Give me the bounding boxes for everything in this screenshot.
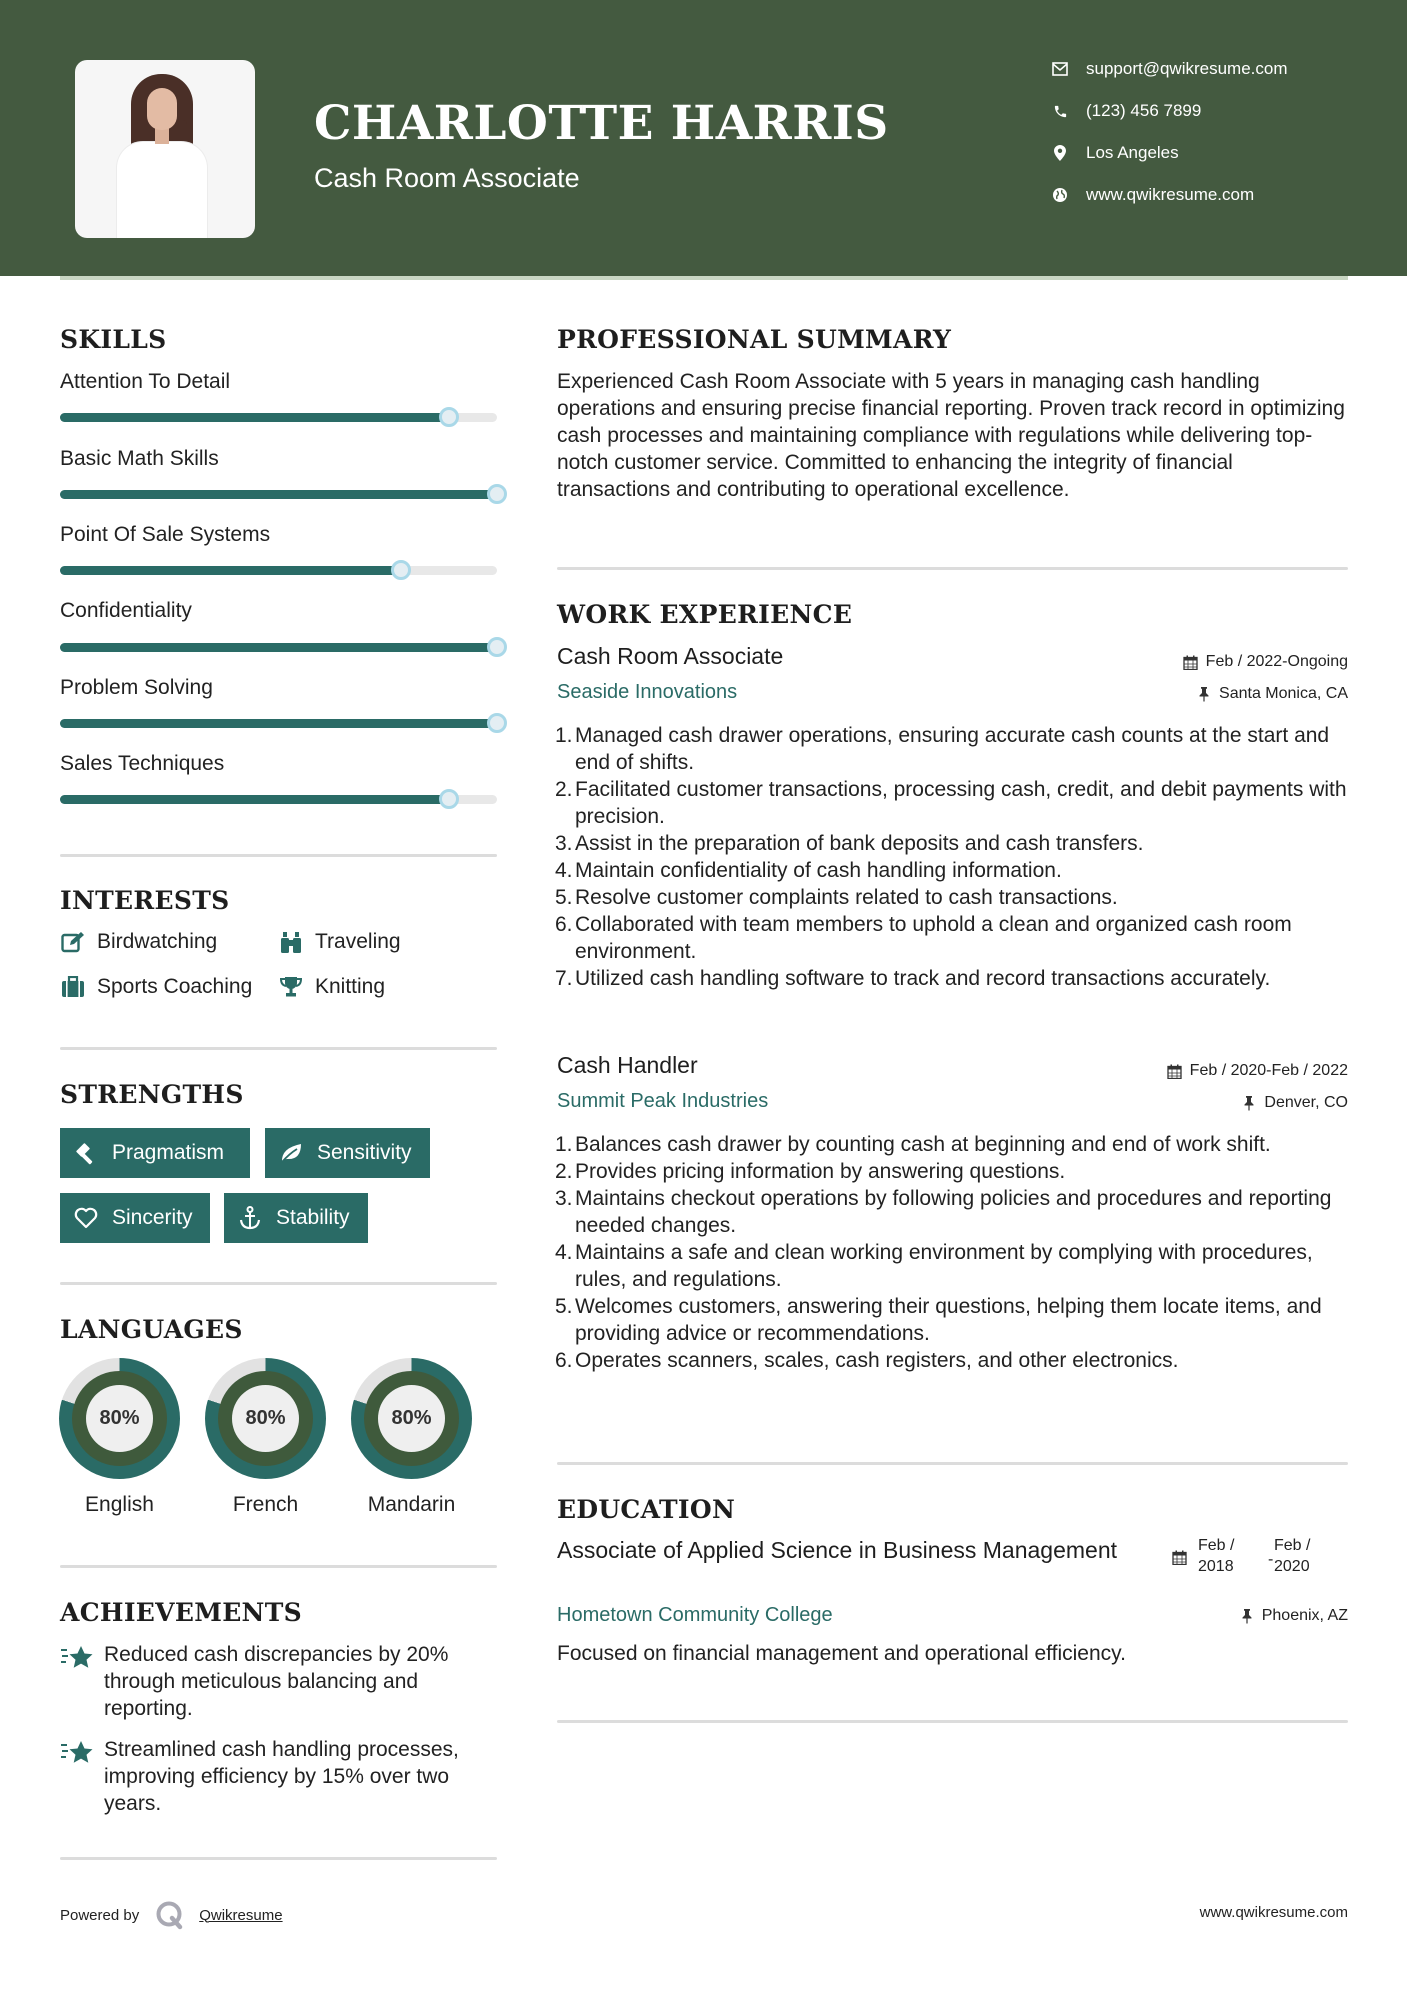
language-label: French [232,1493,299,1516]
star-icon [60,1641,104,1722]
calendar-icon [1183,654,1199,670]
strength-chip [224,1193,368,1243]
header-divider [60,276,1348,280]
duty-item: 3. Maintains checkout operations by following policies and procedures and reporting needed changes. [555,1187,1332,1237]
language-donut [59,1358,180,1479]
job-duties-list [557,1131,1348,1374]
experience-heading: WORK EXPERIENCE [557,600,853,629]
language-label: Mandarin [367,1493,456,1516]
achievement-item [60,1736,500,1817]
qwikresume-logo-icon [155,1900,185,1930]
interest-label: Knitting [315,975,386,998]
duty-item: 4. Maintains a safe and clean working environment by complying with procedures, rules, and regulations. [555,1241,1313,1291]
language-label: English [85,1493,154,1516]
section-divider [60,854,497,857]
qwikresume-link[interactable]: Qwikresume [199,1906,283,1924]
strength-chip [265,1128,430,1178]
skill-bar [60,413,497,422]
footer-site[interactable]: www.qwikresume.com [1199,1904,1348,1921]
company-name: Summit Peak Industries [557,1090,769,1112]
pushpin-icon [1239,1608,1255,1624]
language-percent: 80% [378,1385,445,1452]
achievement-text: Streamlined cash handling processes, improving efficiency by 15% over two years. [104,1738,459,1815]
summary-heading: PROFESSIONAL SUMMARY [557,325,952,354]
job-dates-text: Feb / 2020-Feb / 2022 [1189,1062,1348,1079]
interest-item [60,930,217,954]
job-title: Cash Room Associate [557,643,784,669]
star-icon [60,1736,104,1817]
duty-item: 5. Resolve customer complaints related to cash transactions. [555,886,1118,909]
strengths-heading: STRENGTHS [60,1080,244,1109]
skill-bar [60,643,497,652]
interest-label: Birdwatching [97,930,218,953]
anchor-icon [238,1206,262,1230]
trophy-icon [278,975,304,999]
skill-knob [487,713,507,733]
phone-icon [1050,101,1070,121]
degree-title: Associate of Applied Science in Business Management [557,1537,1117,1563]
school-name: Hometown Community College [557,1604,833,1626]
map-marker-icon [1050,143,1070,163]
edit-icon [60,930,86,954]
education-description: Focused on financial management and operational efficiency. [557,1642,1126,1665]
skill-knob [487,637,507,657]
skill-bar [60,490,497,499]
job-location-text: Santa Monica, CA [1219,685,1348,702]
section-divider [557,567,1348,570]
candidate-title: Cash Room Associate [314,163,580,193]
strength-label: Sincerity [112,1206,193,1229]
skill-knob [391,560,411,580]
skills-heading: SKILLS [60,325,167,354]
contact-phone-text: (123) 456 7899 [1086,101,1202,120]
job-location [1241,1094,1348,1112]
job-dates [1167,1062,1348,1080]
interest-item [278,930,401,954]
duty-item: 3. Assist in the preparation of bank deposits and cash transfers. [555,832,1144,855]
skill-bar [60,566,497,575]
interest-label: Traveling [315,930,401,953]
job-dates-text: Feb / 2022-Ongoing [1205,653,1348,670]
strength-chip [60,1193,210,1243]
pushpin-icon [1196,686,1212,702]
section-divider [557,1462,1348,1465]
section-divider [60,1047,497,1050]
summary-text: Experienced Cash Room Associate with 5 years in managing cash handling operations and ensuring precise financial reporting. Proven track record in optimizing cash processes and maintaining compliance with regulations while delivering top-notch customer service. Committed to enhancing the integrity of financial transactions and contributing to operational excellence. [557,370,1345,501]
job-title: Cash Handler [557,1052,698,1078]
skill-label: Basic Math Skills [60,447,219,470]
education-dates: Feb / 2018 - Feb / 2020 [1172,1537,1352,1581]
education-location [1239,1607,1348,1625]
skill-knob [487,484,507,504]
language-percent: 80% [86,1385,153,1452]
skill-bar [60,795,497,804]
powered-by-text: Powered by [60,1906,140,1924]
duty-item: 5. Welcomes customers, answering their questions, helping them locate items, and providing advice or recommendations. [555,1295,1322,1345]
interest-label: Sports Coaching [97,975,253,998]
duty-item: 1. Balances cash drawer by counting cash at beginning and end of work shift. [555,1133,1271,1156]
skill-label: Problem Solving [60,676,213,699]
skill-label: Confidentiality [60,599,192,622]
language-donut [205,1358,326,1479]
contact-location-text: Los Angeles [1086,143,1179,162]
contact-website[interactable] [1050,182,1254,208]
language-donut [351,1358,472,1479]
heart-icon [74,1206,98,1230]
interest-item [60,975,252,999]
education-heading: EDUCATION [557,1495,736,1524]
achievement-text: Reduced cash discrepancies by 20% through meticulous balancing and reporting. [104,1643,449,1720]
suitcase-icon [60,975,86,999]
duty-item: 2. Facilitated customer transactions, processing cash, credit, and debit payments with precision. [555,778,1347,828]
globe-icon [1050,185,1070,205]
footer-powered-by [60,1900,283,1930]
envelope-icon [1050,59,1070,79]
language-percent: 80% [232,1385,299,1452]
contact-location [1050,140,1179,166]
contact-phone[interactable] [1050,98,1201,124]
job-location [1196,685,1348,703]
contact-email[interactable] [1050,56,1288,82]
binoculars-icon [278,930,304,954]
skill-knob [439,407,459,427]
strength-label: Stability [276,1206,350,1229]
interest-item [278,975,385,999]
pushpin-icon [1241,1095,1257,1111]
section-divider [60,1565,497,1568]
section-divider [557,1720,1348,1723]
strength-label: Pragmatism [112,1141,225,1164]
job-location-text: Denver, CO [1264,1094,1348,1111]
section-divider [60,1282,497,1285]
skill-knob [439,789,459,809]
contact-website-text: www.qwikresume.com [1086,185,1255,204]
strength-chip [60,1128,250,1178]
duty-item: 4. Maintain confidentiality of cash handling information. [555,859,1062,882]
calendar-icon [1172,1550,1187,1570]
duty-item: 6. Collaborated with team members to uphold a clean and organized cash room environment. [555,913,1292,963]
company-name: Seaside Innovations [557,681,738,703]
gavel-icon [74,1141,98,1165]
section-divider [60,1857,497,1860]
duty-item: 6. Operates scanners, scales, cash registers, and other electronics. [555,1349,1179,1372]
leaf-icon [279,1141,303,1165]
languages-heading: LANGUAGES [60,1315,243,1344]
skill-label: Sales Techniques [60,752,225,775]
contact-email-text: support@qwikresume.com [1086,59,1288,78]
interests-heading: INTERESTS [60,886,230,915]
achievements-heading: ACHIEVEMENTS [60,1598,302,1627]
education-location-text: Phoenix, AZ [1261,1607,1348,1624]
strength-label: Sensitivity [317,1141,412,1164]
job-duties-list [557,722,1348,992]
duty-item: 2. Provides pricing information by answering questions. [555,1160,1066,1183]
job-dates [1183,653,1348,671]
profile-photo [75,60,255,238]
calendar-icon [1167,1063,1183,1079]
duty-item: 1. Managed cash drawer operations, ensuring accurate cash counts at the start and end of shifts. [555,724,1330,774]
skill-label: Attention To Detail [60,370,231,393]
candidate-name: CHARLOTTE HARRIS [314,96,889,151]
achievement-item [60,1641,500,1722]
skill-bar [60,719,497,728]
duty-item: 7. Utilized cash handling software to track and record transactions accurately. [555,967,1271,990]
skill-label: Point Of Sale Systems [60,523,271,546]
